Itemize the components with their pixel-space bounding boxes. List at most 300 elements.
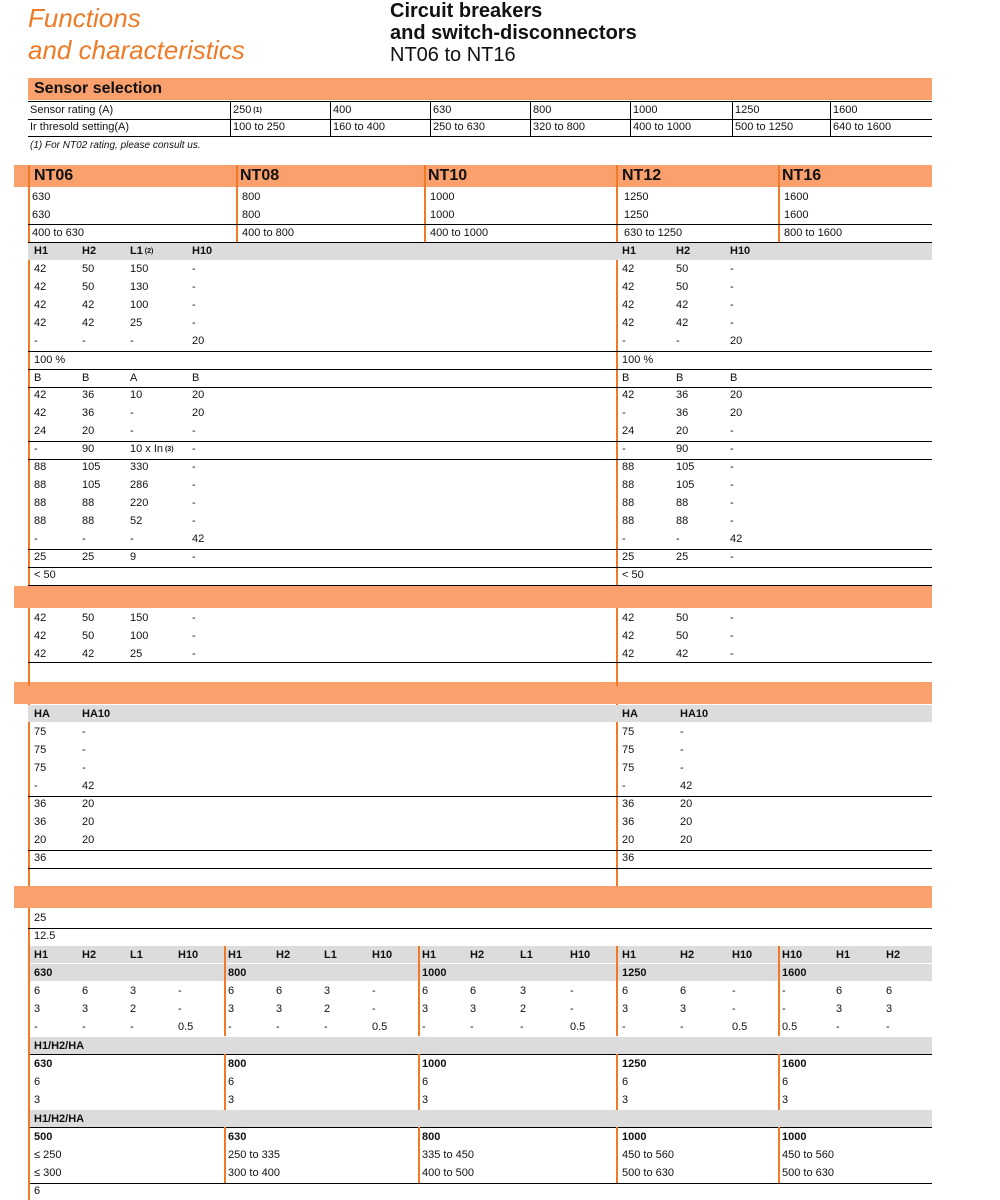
cell-value: ≤ 250 (34, 1149, 62, 1161)
rating-range: 800 to 1600 (784, 227, 843, 239)
cell-value: 6 (470, 985, 477, 997)
cell-value: 130 (130, 281, 149, 293)
cell-value: - (622, 533, 626, 545)
model-rating: 1000 (422, 967, 447, 979)
cell-value: - (34, 780, 38, 792)
cell-value: 42 (676, 299, 689, 311)
category: B (82, 372, 90, 384)
cell-value: - (130, 425, 134, 437)
cell-value: 88 (34, 515, 47, 527)
cell-value: 450 to 560 (622, 1149, 674, 1161)
cell-value: 50 (82, 281, 95, 293)
cell-value: - (570, 1003, 574, 1015)
cell-value: 88 (622, 479, 635, 491)
column-marker (778, 1127, 780, 1183)
cell-value: 20 (82, 834, 95, 846)
column-marker (424, 165, 426, 245)
product-heading (390, 0, 637, 66)
cell-value: 25 (130, 648, 143, 660)
column-marker (418, 946, 420, 1036)
model-rating: 630 (34, 1058, 53, 1070)
column-marker (616, 1054, 618, 1110)
cell-value: 90 (676, 443, 689, 455)
cell-value: 3 (836, 1003, 843, 1015)
model-rating: 1000 (782, 1131, 807, 1143)
cell-value: - (34, 1021, 38, 1033)
cell-value: - (82, 762, 86, 774)
cell-value: 50 (676, 612, 689, 624)
cell-value: 300 to 400 (228, 1167, 280, 1179)
column-header: HA (34, 708, 50, 720)
sensor-footnote: (1) For NT02 rating, please consult us. (30, 140, 201, 151)
column-marker (616, 704, 618, 886)
cell-value: - (730, 648, 734, 660)
cell-value: 0.5 (570, 1021, 586, 1033)
column-header: L1 (130, 949, 143, 961)
model-rating: 1250 (622, 1058, 647, 1070)
cell-value: 6 (34, 1076, 41, 1088)
section-bar-3 (14, 682, 932, 704)
column-header: H1 (622, 245, 637, 257)
cell-value: 330 (130, 461, 149, 473)
cell-value: - (886, 1021, 890, 1033)
cell-value: 75 (34, 726, 47, 738)
cell-value: - (192, 497, 196, 509)
cell-value: 2 (130, 1003, 137, 1015)
cell-value: - (192, 317, 196, 329)
model-nt16: NT16 (782, 167, 822, 184)
category: B (676, 372, 684, 384)
section-label: H1/H2/HA (34, 1113, 85, 1125)
column-marker (28, 608, 30, 686)
column-header: H2 (276, 949, 291, 961)
column-marker (616, 608, 618, 686)
column-header: HA (622, 708, 638, 720)
cell-value: 25 (34, 551, 47, 563)
cell-value: - (732, 1003, 736, 1015)
cell-value: - (82, 335, 86, 347)
cell-value: 75 (34, 762, 47, 774)
cell-value: 500 to 630 (782, 1167, 834, 1179)
cell-value: 10 (130, 389, 143, 401)
column-header: L1 (324, 949, 337, 961)
model-rating: 630 (228, 1131, 247, 1143)
cell-value: - (130, 407, 134, 419)
cell-value: 0.5 (178, 1021, 194, 1033)
model-rating: 1600 (782, 967, 807, 979)
sensor-column-divider (630, 101, 631, 136)
model-rating: 1000 (422, 1058, 447, 1070)
cell-value: - (192, 281, 196, 293)
cell-value: 450 to 560 (782, 1149, 834, 1161)
cell-value: 20 (34, 834, 47, 846)
divider (28, 549, 932, 550)
header-row-shade (28, 1037, 932, 1054)
sensor-column-divider (530, 101, 531, 136)
column-marker (418, 1054, 420, 1110)
cell-value: - (730, 263, 734, 275)
cell-value: - (730, 515, 734, 527)
sensor-rating: 400 (333, 104, 352, 116)
model-rating: 1250 (622, 967, 647, 979)
cell-value: 42 (34, 263, 47, 275)
rating-value: 630 (32, 209, 51, 221)
model-rating: 800 (228, 1058, 247, 1070)
cell-value: 42 (622, 612, 635, 624)
cell-value: 25 (82, 551, 95, 563)
rating-value: 1600 (784, 209, 809, 221)
column-marker (236, 165, 238, 245)
cell-value: 10 x In $^{(3)}$ (130, 443, 174, 455)
cell-value: - (732, 985, 736, 997)
column-marker (418, 1127, 420, 1183)
cell-value: 36 (34, 816, 47, 828)
cell-value: 20 (622, 834, 635, 846)
cell-value: 3 (520, 985, 527, 997)
cell-value: 36 (34, 798, 47, 810)
cell-value: 3 (130, 985, 137, 997)
sensor-rating: 1000 (633, 104, 658, 116)
sensor-rating: 1600 (833, 104, 858, 116)
ir-threshold-value: 250 to 630 (433, 121, 485, 133)
cell-value: 88 (676, 515, 689, 527)
ir-threshold-value: 400 to 1000 (633, 121, 692, 133)
column-marker (616, 165, 618, 585)
cell-value: - (622, 1021, 626, 1033)
column-header: H10 (730, 245, 751, 257)
cell-value: - (178, 985, 182, 997)
cell-value: 88 (34, 461, 47, 473)
cell-value: 36 (82, 389, 95, 401)
model-rating: 500 (34, 1131, 53, 1143)
cell-value: - (192, 461, 196, 473)
cell-value: 88 (82, 515, 95, 527)
threshold: < 50 (34, 569, 56, 581)
cell-value: 50 (676, 630, 689, 642)
cell-value: - (836, 1021, 840, 1033)
cell-value: 42 (676, 648, 689, 660)
cell-value: - (520, 1021, 524, 1033)
cell-value: 6 (836, 985, 843, 997)
column-header: H10 (732, 949, 753, 961)
cell-value: - (676, 335, 680, 347)
cell-value: - (192, 263, 196, 275)
column-header: H1 (422, 949, 437, 961)
cell-value: 6 (34, 985, 41, 997)
cell-value: - (622, 407, 626, 419)
cell-value: 3 (886, 1003, 893, 1015)
cell-value: 25 (34, 912, 47, 924)
cell-value: 3 (470, 1003, 477, 1015)
cell-value: 36 (622, 852, 635, 864)
cell-value: - (782, 985, 786, 997)
sensor-selection-title: Sensor selection (34, 80, 163, 97)
cell-value: - (622, 443, 626, 455)
cell-value: - (730, 479, 734, 491)
cell-value: 50 (82, 612, 95, 624)
rating-value: 1250 (624, 209, 649, 221)
product-line-2: and switch-disconnectors (390, 22, 637, 44)
cell-value: - (730, 630, 734, 642)
divider (28, 796, 932, 797)
cell-value: - (192, 425, 196, 437)
section-bar-2 (14, 586, 932, 608)
cell-value: 6 (82, 985, 89, 997)
column-header: HA10 (82, 708, 111, 720)
rating-range: 400 to 1000 (430, 227, 489, 239)
sensor-rating: 800 (533, 104, 552, 116)
column-header: H1 (622, 949, 637, 961)
cell-value: 3 (622, 1094, 629, 1106)
divider (28, 585, 932, 586)
header-row-shade (28, 1110, 932, 1127)
category: B (730, 372, 738, 384)
divider (28, 928, 932, 929)
cell-value: 3 (276, 1003, 283, 1015)
product-line-1: Circuit breakers (390, 0, 543, 22)
cell-value: - (730, 281, 734, 293)
column-header: H1 (34, 245, 49, 257)
cell-value: 100 (130, 630, 149, 642)
column-header: H1 (836, 949, 851, 961)
cell-value: 36 (82, 407, 95, 419)
rating-value: 800 (242, 191, 261, 203)
cell-value: - (680, 744, 684, 756)
cell-value: 42 (82, 299, 95, 311)
divider (28, 868, 932, 869)
column-marker (778, 1054, 780, 1110)
sensor-rating: 250 $^{(1)}$ (233, 104, 262, 116)
sensor-rating: 1250 (735, 104, 760, 116)
divider (28, 1054, 932, 1055)
cell-value: - (192, 630, 196, 642)
model-rating: 1600 (782, 1058, 807, 1070)
column-marker (778, 165, 780, 245)
cell-value: 500 to 630 (622, 1167, 674, 1179)
cell-value: 3 (422, 1003, 429, 1015)
cell-value: - (82, 744, 86, 756)
category: A (130, 372, 138, 384)
sensor-column-divider (330, 101, 331, 136)
column-marker (616, 1127, 618, 1183)
sensor-rating-label: Sensor rating (A) (30, 104, 114, 116)
cell-value: 20 (192, 335, 205, 347)
divider (28, 850, 932, 851)
cell-value: 88 (622, 515, 635, 527)
divider (28, 1183, 932, 1184)
column-header: H10 (192, 245, 213, 257)
cell-value: 6 (228, 1076, 235, 1088)
divider (28, 459, 932, 460)
cell-value: - (730, 317, 734, 329)
cell-value: 6 (34, 1185, 41, 1197)
cell-value: 42 (34, 281, 47, 293)
cell-value: - (192, 299, 196, 311)
cell-value: 88 (676, 497, 689, 509)
cell-value: - (192, 648, 196, 660)
cell-value: 6 (422, 985, 429, 997)
cell-value: 3 (324, 985, 331, 997)
cell-value: 20 (680, 816, 693, 828)
section-bar-4 (14, 886, 932, 908)
cell-value: - (192, 479, 196, 491)
model-nt08: NT08 (240, 167, 280, 184)
percentage: 100 % (622, 354, 654, 366)
cell-value: - (730, 551, 734, 563)
divider (28, 441, 932, 442)
cell-value: - (130, 1021, 134, 1033)
model-rating: 800 (422, 1131, 441, 1143)
cell-value: - (324, 1021, 328, 1033)
cell-value: 88 (622, 497, 635, 509)
cell-value: - (730, 612, 734, 624)
cell-value: 220 (130, 497, 149, 509)
column-header: H10 (178, 949, 199, 961)
column-marker (224, 1054, 226, 1110)
column-header: HA10 (680, 708, 709, 720)
divider (28, 369, 932, 370)
rating-range: 630 to 1250 (624, 227, 683, 239)
column-header: H1 (228, 949, 243, 961)
cell-value: 36 (622, 798, 635, 810)
threshold: < 50 (622, 569, 644, 581)
column-header: H10 (570, 949, 591, 961)
cell-value: - (622, 780, 626, 792)
cell-value: 105 (82, 461, 101, 473)
cell-value: 25 (676, 551, 689, 563)
cell-value: - (622, 335, 626, 347)
cell-value: 20 (680, 834, 693, 846)
column-header: H2 (82, 949, 97, 961)
cell-value: 20 (680, 798, 693, 810)
sensor-column-divider (830, 101, 831, 136)
cell-value: - (34, 443, 38, 455)
column-header: H2 (82, 245, 97, 257)
cell-value: 3 (622, 1003, 629, 1015)
divider (28, 387, 932, 388)
category: B (622, 372, 630, 384)
cell-value: - (82, 1021, 86, 1033)
ir-threshold-value: 640 to 1600 (833, 121, 892, 133)
cell-value: 36 (676, 407, 689, 419)
model-nt06: NT06 (34, 167, 74, 184)
title-line-2: and characteristics (28, 35, 245, 65)
cell-value: 42 (676, 317, 689, 329)
cell-value: 3 (34, 1094, 41, 1106)
cell-value: 2 (324, 1003, 331, 1015)
divider (28, 662, 932, 663)
column-header: H2 (680, 949, 695, 961)
cell-value: 6 (276, 985, 283, 997)
cell-value: 3 (82, 1003, 89, 1015)
cell-value: 42 (34, 648, 47, 660)
cell-value: 20 (730, 335, 743, 347)
model-rating: 630 (34, 967, 53, 979)
column-header: L1 $^{(2)}$ (130, 245, 154, 257)
category: B (34, 372, 42, 384)
cell-value: 20 (676, 425, 689, 437)
rating-value: 1000 (430, 209, 455, 221)
model-rating: 1000 (622, 1131, 647, 1143)
ir-threshold-value: 500 to 1250 (735, 121, 794, 133)
cell-value: 20 (82, 816, 95, 828)
cell-value: 42 (34, 317, 47, 329)
rating-range: 400 to 630 (32, 227, 84, 239)
cell-value: 52 (130, 515, 143, 527)
column-marker (28, 946, 30, 1200)
cell-value: 50 (676, 281, 689, 293)
cell-value: - (34, 335, 38, 347)
cell-value: 36 (676, 389, 689, 401)
cell-value: 3 (422, 1094, 429, 1106)
cell-value: 20 (82, 425, 95, 437)
column-marker (28, 165, 30, 585)
cell-value: - (680, 726, 684, 738)
cell-value: 3 (680, 1003, 687, 1015)
cell-value: 42 (34, 612, 47, 624)
percentage: 100 % (34, 354, 66, 366)
cell-value: 42 (34, 630, 47, 642)
cell-value: 42 (680, 780, 693, 792)
cell-value: 6 (622, 985, 629, 997)
cell-value: - (676, 533, 680, 545)
model-nt12: NT12 (622, 167, 662, 184)
cell-value: 105 (676, 479, 695, 491)
cell-value: - (192, 612, 196, 624)
model-rating: 800 (228, 967, 247, 979)
cell-value: 42 (82, 317, 95, 329)
ir-threshold-label: Ir thresold setting(A) (30, 121, 130, 133)
divider (28, 567, 932, 568)
cell-value: 42 (622, 630, 635, 642)
cell-value: 42 (34, 389, 47, 401)
cell-value: - (730, 443, 734, 455)
cell-value: 20 (730, 389, 743, 401)
cell-value: - (228, 1021, 232, 1033)
cell-value: 25 (622, 551, 635, 563)
cell-value: 3 (228, 1003, 235, 1015)
header-row-shade (28, 243, 932, 260)
cell-value: 105 (676, 461, 695, 473)
column-header: H2 (676, 245, 691, 257)
cell-value: 150 (130, 263, 149, 275)
cell-value: 42 (622, 648, 635, 660)
cell-value: 42 (82, 780, 95, 792)
rating-value: 1250 (624, 191, 649, 203)
cell-value: 100 (130, 299, 149, 311)
column-header: H2 (470, 949, 485, 961)
cell-value: 50 (82, 263, 95, 275)
rating-range: 400 to 800 (242, 227, 294, 239)
cell-value: - (372, 1003, 376, 1015)
cell-value: 50 (82, 630, 95, 642)
cell-value: 3 (34, 1003, 41, 1015)
cell-value: - (730, 299, 734, 311)
cell-value: - (82, 533, 86, 545)
cell-value: 400 to 500 (422, 1167, 474, 1179)
cell-value: 25 (130, 317, 143, 329)
cell-value: ≤ 300 (34, 1167, 62, 1179)
cell-value: - (730, 497, 734, 509)
rating-value: 630 (32, 191, 51, 203)
cell-value: 335 to 450 (422, 1149, 474, 1161)
column-header: H1 (34, 949, 49, 961)
column-marker (28, 704, 30, 886)
cell-value: 6 (622, 1076, 629, 1088)
column-marker (778, 946, 780, 1036)
cell-value: - (730, 461, 734, 473)
cell-value: 105 (82, 479, 101, 491)
